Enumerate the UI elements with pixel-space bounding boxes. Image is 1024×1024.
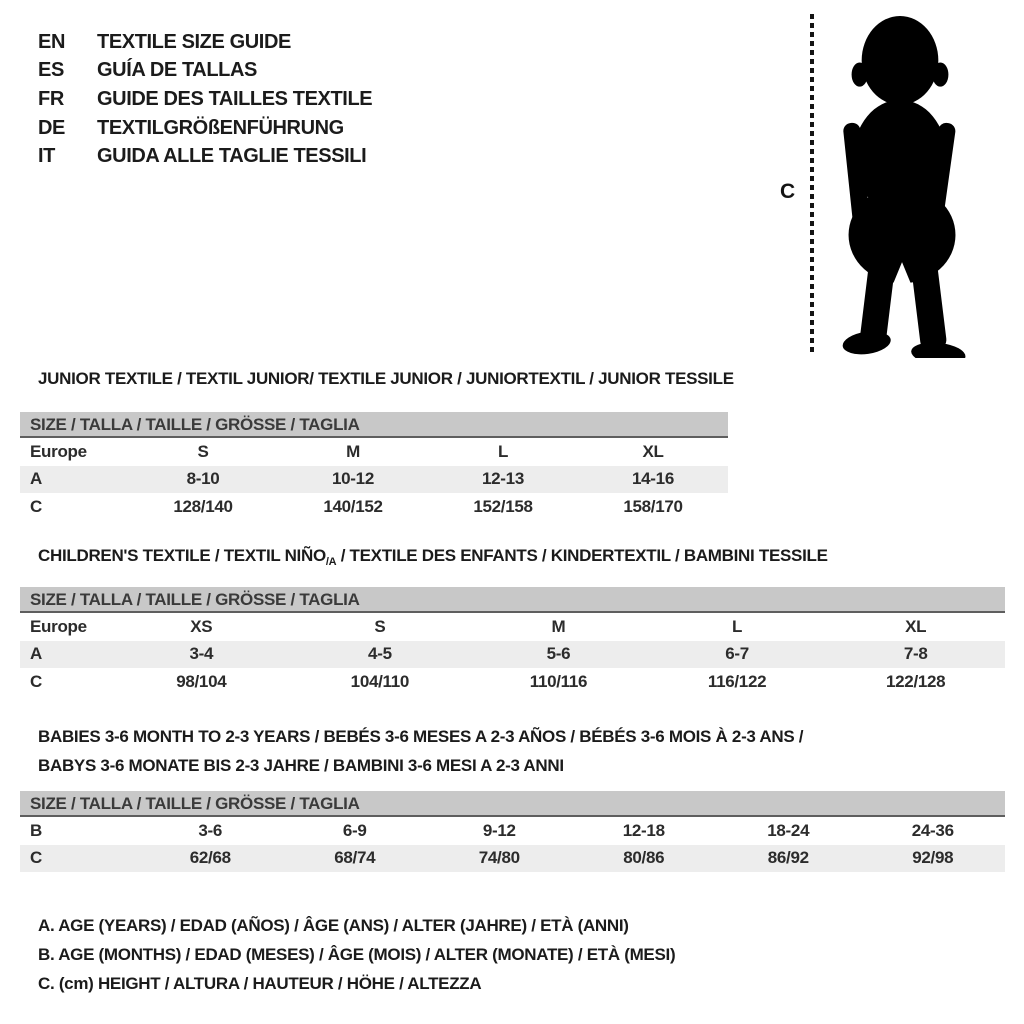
table-row	[20, 438, 728, 466]
table-cell: 80/86	[623, 848, 665, 868]
table-row	[20, 641, 1005, 669]
junior-section-heading: JUNIOR TEXTILE / TEXTIL JUNIOR/ TEXTILE JUNIOR / JUNIORTEXTIL / JUNIOR TESSILE	[38, 369, 734, 388]
table-cell: 92/98	[912, 848, 954, 868]
table-cell: L	[732, 616, 743, 636]
table-cell: 3-6	[198, 820, 223, 840]
legend	[38, 911, 675, 998]
table-cell: 68/74	[334, 848, 376, 868]
table-cell: 5-6	[546, 644, 571, 664]
row-label: A	[30, 644, 42, 664]
table-cell: 3-4	[189, 644, 214, 664]
table-cell: 6-9	[342, 820, 367, 840]
baby-silhouette-icon	[824, 10, 976, 358]
guide-title: GUIDA ALLE TAGLIE TESSILI	[97, 145, 367, 168]
language-code: DE	[38, 116, 65, 139]
row-label: Europe	[30, 616, 87, 636]
legend-line-c: C. (cm) HEIGHT / ALTURA / HAUTEUR / HÖHE / ALTEZZA	[38, 974, 482, 993]
guide-title: TEXTILGRÖßENFÜHRUNG	[97, 116, 344, 139]
table-cell: 18-24	[767, 820, 810, 840]
table-cell: 122/128	[885, 671, 946, 691]
table-cell: 14-16	[632, 469, 674, 489]
row-label: Europe	[30, 441, 87, 461]
table-cell: XL	[642, 441, 664, 461]
table-row	[20, 613, 1005, 641]
table-row	[20, 466, 728, 494]
language-code: FR	[38, 87, 64, 110]
table-cell: 4-5	[368, 644, 392, 664]
height-figure	[760, 0, 1024, 380]
row-label: C	[30, 848, 42, 868]
language-row	[38, 57, 372, 86]
guide-title: GUÍA DE TALLAS	[97, 59, 257, 82]
babies-heading-line2: BABYS 3-6 MONATE BIS 2-3 JAHRE / BAMBINI 3-6 MESI A 2-3 ANNI	[38, 756, 564, 775]
table-cell: 86/92	[767, 848, 809, 868]
table-cell: 8-10	[186, 469, 220, 489]
table-row	[20, 817, 1005, 845]
children-heading-text: / TEXTILE DES ENFANTS / KINDERTEXTIL / BAMBINI TESSILE	[336, 546, 828, 565]
babies-section-heading	[38, 722, 848, 780]
children-size-table	[20, 587, 1005, 696]
table-cell: 12-13	[482, 469, 524, 489]
row-label: B	[30, 820, 42, 840]
language-row	[38, 85, 372, 114]
table-row	[20, 493, 728, 521]
junior-size-table	[20, 412, 728, 521]
table-cell: 9-12	[482, 820, 516, 840]
height-label-c: C	[780, 180, 796, 203]
table-cell: 116/122	[707, 671, 767, 691]
guide-title: GUIDE DES TAILLES TEXTILE	[97, 87, 373, 110]
table-cell: 98/104	[176, 671, 227, 691]
babies-size-table	[20, 791, 1005, 872]
babies-heading-line1: BABIES 3-6 MONTH TO 2-3 YEARS / BEBÉS 3-6 MESES A 2-3 AÑOS / BÉBÉS 3-6 MOIS À 2-3 ANS /	[38, 727, 804, 746]
table-cell: 158/170	[623, 496, 683, 516]
table-cell: S	[374, 616, 386, 636]
row-label: C	[30, 496, 42, 516]
language-code: IT	[38, 145, 55, 168]
row-label: C	[30, 671, 42, 691]
row-label: A	[30, 469, 42, 489]
table-cell: S	[197, 441, 209, 461]
language-row	[38, 114, 372, 143]
table-cell: 12-18	[622, 820, 665, 840]
table-cell: 62/68	[189, 848, 231, 868]
language-code: ES	[38, 59, 64, 82]
table-cell: XL	[905, 616, 927, 636]
table-cell: 140/152	[323, 496, 383, 516]
size-header-bar: SIZE / TALLA / TAILLE / GRÖSSE / TAGLIA	[20, 412, 728, 438]
language-code: EN	[38, 30, 65, 53]
table-cell: 152/158	[473, 496, 533, 516]
language-title-list	[38, 28, 372, 171]
table-cell: M	[346, 441, 360, 461]
size-header-bar: SIZE / TALLA / TAILLE / GRÖSSE / TAGLIA	[20, 791, 1005, 817]
table-row	[20, 668, 1005, 696]
table-cell: 7-8	[903, 644, 928, 664]
language-row	[38, 142, 372, 171]
table-cell: 10-12	[332, 469, 374, 489]
height-dotted-line	[810, 14, 814, 356]
table-cell: 110/116	[529, 671, 588, 691]
table-cell: L	[497, 441, 509, 461]
size-header-bar: SIZE / TALLA / TAILLE / GRÖSSE / TAGLIA	[20, 587, 1005, 613]
table-cell: 128/140	[173, 496, 233, 516]
table-cell: 74/80	[478, 848, 520, 868]
table-cell: 6-7	[725, 644, 749, 664]
table-row	[20, 845, 1005, 873]
table-cell: 104/110	[350, 671, 410, 691]
children-heading-subscript: /A	[325, 556, 337, 568]
legend-line-a: A. AGE (YEARS) / EDAD (AÑOS) / ÂGE (ANS) / ALTER (JAHRE) / ETÀ (ANNI)	[38, 916, 629, 935]
language-row	[38, 28, 372, 57]
legend-line-b: B. AGE (MONTHS) / EDAD (MESES) / ÂGE (MOIS) / ALTER (MONATE) / ETÀ (MESI)	[38, 945, 676, 964]
table-cell: M	[551, 616, 566, 636]
children-section-heading	[38, 546, 828, 568]
guide-title: TEXTILE SIZE GUIDE	[97, 30, 291, 53]
children-heading-text: CHILDREN'S TEXTILE / TEXTIL NIÑO	[38, 546, 326, 565]
table-cell: 24-36	[911, 820, 954, 840]
table-cell: XS	[190, 616, 213, 636]
